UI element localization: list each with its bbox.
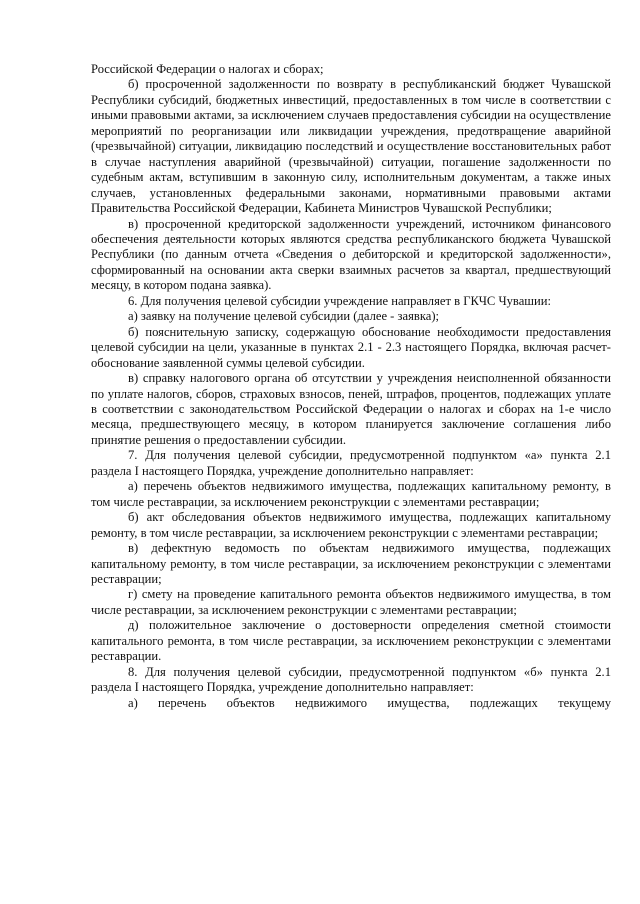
document-page [91,62,611,711]
paragraph-continuation: Российской Федерации о налогах и сборах; [91,62,324,76]
paragraph-item-b-overdue-debt: б) просроченной задолженности по возврату в республиканский бюджет Чувашской Республики субсидий, бюджетных инвестиций, предоставленных в том числе в соответствии с иными правовыми актами, за исключением случаев предоставления субсидии на осуществление мероприятий по реорганизации или ликвидации учреждения, предотвращение аварийной (чрезвычайной) ситуации, ликвидацию последствий и осуществление восстановительных работ в случае наступления аварийной (чрезвычайной) ситуации, погашение задолженности по судебным актам, вступившим в законную силу, исполнительным документам, а также иных случаев, установленных федеральными законами, нормативными правовыми актами Правительства Российской Федерации, Кабинета Министров Чувашской Республики; [91,77,611,216]
paragraph-section-7: 7. Для получения целевой субсидии, предусмотренной подпунктом «а» пункта 2.1 раздела I настоящего Порядка, учреждение дополнительно направляет: [91,448,611,478]
paragraph-6-item-b: б) пояснительную записку, содержащую обоснование необходимости предоставления целевой субсидии на цели, указанные в пунктах 2.1 - 2.3 настоящего Порядка, включая расчет-обоснование заявленной суммы целевой субсидии. [91,324,611,370]
paragraph-8-item-a: а) перечень объектов недвижимого имущества, подлежащих текущему [128,695,611,710]
paragraph-6-item-v: в) справку налогового органа об отсутствии у учреждения неисполненной обязанности по уплате налогов, сборов, страховых взносов, пеней, штрафов, процентов, подлежащих уплате в соответствии с законодательством Российской Федерации о налогах и сборах на 1-е число месяца, предшествующего месяцу, в котором планируется заключение соглашения либо принятие решения о предоставлении субсидии. [91,371,611,447]
paragraph-7-item-g: г) смету на проведение капитального ремонта объектов недвижимого имущества, в том числе реставрации, за исключением реконструкции с элементами реставрации; [91,587,611,617]
paragraph-7-item-b: б) акт обследования объектов недвижимого имущества, подлежащих капитальному ремонту, в том числе реставрации, за исключением реконструкции с элементами реставрации; [91,510,611,540]
paragraph-6-item-a: а) заявку на получение целевой субсидии (далее - заявка); [128,309,440,324]
paragraph-item-v-creditor-debt: в) просроченной кредиторской задолженности учреждений, источником финансового обеспечения деятельности которых являются средства республиканского бюджета Чувашской Республики (по данным отчета «Сведения о дебиторской и кредиторской задолженности», сформированный на основании акта сверки взаимных расчетов за квартал, предшествующий месяцу, в котором подана заявка). [91,216,611,293]
paragraph-7-item-a: а) перечень объектов недвижимого имущества, подлежащих капитальному ремонту, в том числе реставрации, за исключением реконструкции с элементами реставрации; [91,479,611,509]
paragraph-section-8: 8. Для получения целевой субсидии, предусмотренной подпунктом «б» пункта 2.1 раздела I настоящего Порядка, учреждение дополнительно направляет: [91,664,611,695]
paragraph-7-item-v: в) дефектную ведомость по объектам недвижимого имущества, подлежащих капитальному ремонту, в том числе реставрации, за исключением реконструкции с элементами реставрации; [91,541,611,586]
paragraph-7-item-d: д) положительное заключение о достоверности определения сметной стоимости капитального ремонта, в том числе реставрации, за исключением реконструкции с элементами реставрации. [91,618,611,664]
paragraph-section-6: 6. Для получения целевой субсидии учреждение направляет в ГКЧС Чувашии: [128,293,551,308]
